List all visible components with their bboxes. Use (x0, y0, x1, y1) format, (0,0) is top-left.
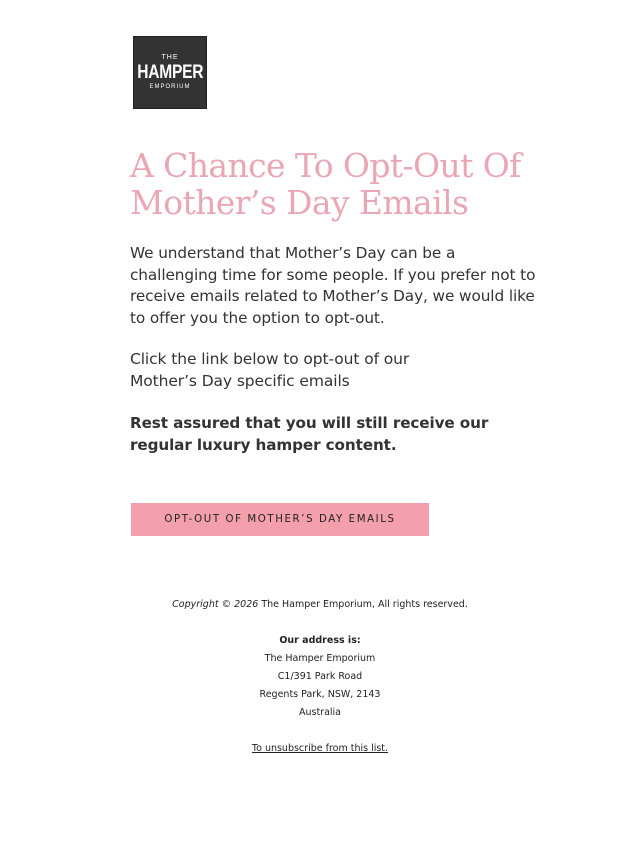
address-line-3: Regents Park, NSW, 2143 (259, 689, 381, 700)
copyright-prefix: Copyright © 2026 (172, 599, 259, 610)
logo-text-main: HAMPER (136, 62, 204, 83)
body-paragraph-3: Rest assured that you will still receive our regular luxury hamper content. (130, 414, 489, 454)
address-line-1: The Hamper Emporium (264, 653, 376, 664)
footer (0, 596, 640, 758)
brand-logo (133, 36, 207, 109)
body-paragraph-2: Click the link below to opt-out of our Mother’s Day specific emails (130, 350, 410, 390)
opt-out-button[interactable]: OPT-OUT OF MOTHER’S DAY EMAILS (131, 503, 429, 536)
address-label: Our address is: (279, 635, 361, 646)
unsubscribe-link[interactable]: To unsubscribe from this list. (251, 743, 389, 754)
logo-text-sub: EMPORIUM (149, 84, 191, 90)
address-line-2: C1/391 Park Road (277, 671, 363, 682)
copyright-text (0, 596, 640, 614)
address-line-4: Australia (298, 707, 342, 718)
copyright-rest: The Hamper Emporium, All rights reserved. (261, 599, 468, 610)
body-paragraph-1: We understand that Mother’s Day can be a challenging time for some people. If you prefer not to receive emails related to Mother’s Day, we would like to offer you the option to opt-out. (130, 244, 536, 327)
logo-text-top: THE (161, 54, 179, 61)
headline: A Chance To Opt-Out Of Mother’s Day Emails (130, 146, 521, 222)
